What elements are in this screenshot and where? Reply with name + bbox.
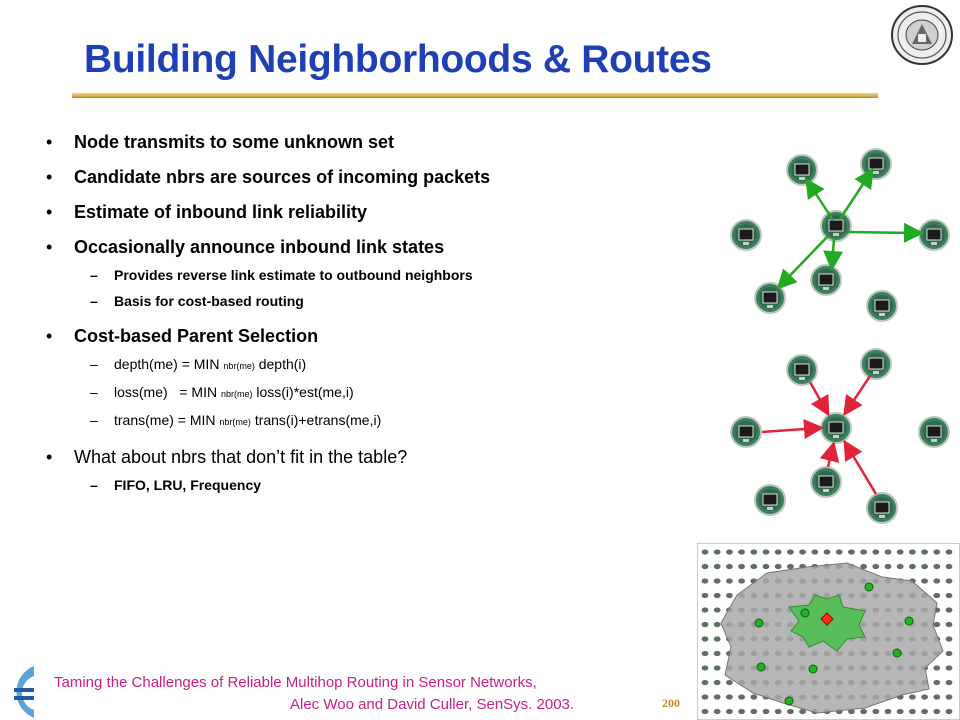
formula-rhs: depth(i) <box>258 356 307 372</box>
sensor-dot <box>946 549 953 554</box>
sensor-dot <box>860 549 867 554</box>
inbound-arrow <box>846 444 876 494</box>
sensor-dot <box>702 665 709 670</box>
sensor-dot <box>946 607 953 612</box>
mote-icon <box>787 155 817 185</box>
sensor-dot <box>702 607 709 612</box>
sensor-dot <box>946 665 953 670</box>
sensor-dot <box>702 593 709 598</box>
formula-rhs: loss(i)*est(me,i) <box>256 384 354 400</box>
formula-trans <box>74 407 694 435</box>
sensor-dot <box>921 578 928 583</box>
sensor-dot <box>726 549 733 554</box>
sensor-dot <box>824 549 831 554</box>
bullet-text: Occasionally announce inbound link states <box>74 237 445 257</box>
sensor-dot <box>714 636 721 641</box>
university-seal <box>890 4 954 66</box>
formula-loss <box>74 379 694 407</box>
sensor-dot <box>909 564 916 569</box>
citation <box>40 672 660 716</box>
mote-icon <box>811 467 841 497</box>
mote-icon <box>867 291 897 321</box>
mote-icon <box>731 220 761 250</box>
inbound-arrow <box>810 382 827 412</box>
sensor-dot <box>836 549 843 554</box>
sensor-dot <box>714 651 721 656</box>
bullet-list <box>44 120 694 502</box>
sensor-dot <box>738 549 745 554</box>
sensor-dot <box>714 564 721 569</box>
sensor-dot <box>763 709 770 714</box>
mote-icon <box>787 355 817 385</box>
sensor-dot <box>872 564 879 569</box>
testbed-grid-image <box>697 543 960 720</box>
sensor-dot <box>714 549 721 554</box>
sensor-dot <box>933 694 940 699</box>
sensor-dot <box>738 578 745 583</box>
outbound-neighborhood <box>731 149 949 321</box>
bullet-text: What about nbrs that don’t fit in the table? <box>74 447 408 467</box>
sensor-dot <box>702 680 709 685</box>
sensor-dot <box>921 564 928 569</box>
mote-icon <box>919 220 949 250</box>
sensor-dot <box>726 680 733 685</box>
sensor-dot <box>885 564 892 569</box>
page-number: 200 <box>662 696 680 710</box>
sensor-dot <box>787 549 794 554</box>
sensor-dot <box>897 549 904 554</box>
sensor-dot <box>702 564 709 569</box>
sensor-dot <box>738 564 745 569</box>
sensor-dot <box>763 549 770 554</box>
sensor-dot <box>702 578 709 583</box>
sensor-dot <box>726 564 733 569</box>
bullet-item: • Estimate of inbound link reliability <box>44 200 694 225</box>
formula-lhs: depth(me) = MIN <box>114 356 220 372</box>
sensor-dot <box>946 694 953 699</box>
mote-icon <box>861 349 891 379</box>
sensor-dot <box>946 578 953 583</box>
citation-line-2: Alec Woo and David Culler, SenSys. 2003. <box>290 696 575 713</box>
sensor-dot <box>909 709 916 714</box>
sensor-dot <box>714 709 721 714</box>
mote-icon <box>811 265 841 295</box>
mote-icon <box>731 417 761 447</box>
sensor-dot <box>799 549 806 554</box>
sensor-dot <box>933 549 940 554</box>
inbound-arrow <box>762 428 819 432</box>
sensor-dot <box>750 564 757 569</box>
sensor-dot <box>811 549 818 554</box>
sensor-dot <box>738 709 745 714</box>
formula-subscript: nbr(me) <box>223 361 255 371</box>
sensor-dot <box>933 709 940 714</box>
sensor-dot <box>897 709 904 714</box>
sensor-dot <box>763 564 770 569</box>
sensor-dot <box>775 709 782 714</box>
slide-title: Building Neighborhoods & Routes <box>84 38 712 81</box>
formula-lhs: loss(me) = MIN <box>114 384 218 400</box>
bullet-item: • Node transmits to some unknown set <box>44 130 694 155</box>
formula-subscript: nbr(me) <box>220 389 253 399</box>
sensor-dot <box>750 694 757 699</box>
sensor-dot <box>702 694 709 699</box>
sensor-dot <box>702 709 709 714</box>
sensor-dot <box>933 665 940 670</box>
bullet-item: • Candidate nbrs are sources of incoming packets <box>44 165 694 190</box>
sensor-dot <box>714 578 721 583</box>
sensor-dot <box>726 709 733 714</box>
outbound-arrow <box>832 238 834 266</box>
sensor-dot <box>933 578 940 583</box>
formula-lhs: trans(me) = MIN <box>114 412 216 428</box>
sensor-dot <box>921 709 928 714</box>
sensor-dot <box>714 694 721 699</box>
sensor-dot <box>702 622 709 627</box>
sensor-dot <box>702 549 709 554</box>
outbound-arrow <box>848 232 919 233</box>
formula-subscript: nbr(me) <box>219 417 251 427</box>
sub-bullet-list <box>74 262 694 314</box>
sensor-dot <box>787 564 794 569</box>
mote-icon <box>821 413 851 443</box>
sensor-dot <box>921 549 928 554</box>
sensor-dot <box>872 549 879 554</box>
sensor-dot <box>946 680 953 685</box>
logo-icon <box>0 662 34 720</box>
bullet-item <box>44 324 694 435</box>
sensor-dot <box>750 549 757 554</box>
sub-bullet-item: – FIFO, LRU, Frequency <box>74 472 694 498</box>
sensor-dot <box>702 636 709 641</box>
sensor-dot <box>933 593 940 598</box>
sensor-dot <box>860 709 867 714</box>
sensor-dot <box>787 709 794 714</box>
sensor-dot <box>872 709 879 714</box>
bullet-item <box>44 235 694 314</box>
sensor-dot <box>946 564 953 569</box>
sensor-dot <box>921 694 928 699</box>
inbound-arrow <box>828 446 833 467</box>
mote-icon <box>821 211 851 241</box>
inbound-arrow <box>846 376 870 412</box>
mote-icon <box>919 417 949 447</box>
title-underline <box>72 93 878 98</box>
sensor-dot <box>897 564 904 569</box>
outbound-arrow <box>808 182 833 220</box>
sensor-dot <box>946 651 953 656</box>
sensor-dot <box>702 651 709 656</box>
sensor-dot <box>946 622 953 627</box>
sensor-dot <box>738 694 745 699</box>
sensor-dot <box>726 578 733 583</box>
sensor-dot <box>848 549 855 554</box>
network-diagram <box>700 140 960 535</box>
mote-icon <box>755 283 785 313</box>
sensor-dot <box>726 694 733 699</box>
sensor-dot <box>714 607 721 612</box>
sub-bullet-list <box>74 472 694 498</box>
mote-icon <box>755 485 785 515</box>
outbound-arrow <box>840 172 871 219</box>
sensor-dot <box>946 636 953 641</box>
sub-bullet-item: – Basis for cost-based routing <box>74 288 694 314</box>
sensor-dot <box>714 593 721 598</box>
sensor-dot <box>775 564 782 569</box>
sensor-dot <box>714 665 721 670</box>
formula-depth <box>74 351 694 379</box>
formula-list <box>74 351 694 435</box>
sensor-dot <box>933 622 940 627</box>
sensor-dot <box>909 549 916 554</box>
sensor-dot <box>726 593 733 598</box>
bullet-text: Cost-based Parent Selection <box>74 326 319 346</box>
citation-line-1: Taming the Challenges of Reliable Multihop Routing in Sensor Networks, <box>54 674 537 691</box>
mote-icon <box>867 493 897 523</box>
sensor-dot <box>933 564 940 569</box>
sensor-dot <box>750 709 757 714</box>
sub-bullet-item: – Provides reverse link estimate to outbound neighbors <box>74 262 694 288</box>
sensor-dot <box>885 709 892 714</box>
sensor-dot <box>946 593 953 598</box>
sensor-dot <box>946 709 953 714</box>
sensor-dot <box>714 680 721 685</box>
sensor-dot <box>909 694 916 699</box>
sensor-dot <box>775 549 782 554</box>
sensor-dot <box>714 622 721 627</box>
formula-rhs: trans(i)+etrans(me,i) <box>254 412 382 428</box>
bullet-item <box>44 445 694 498</box>
inbound-neighborhood <box>731 349 949 523</box>
sensor-dot <box>933 680 940 685</box>
sensor-dot <box>885 549 892 554</box>
mote-icon <box>861 149 891 179</box>
